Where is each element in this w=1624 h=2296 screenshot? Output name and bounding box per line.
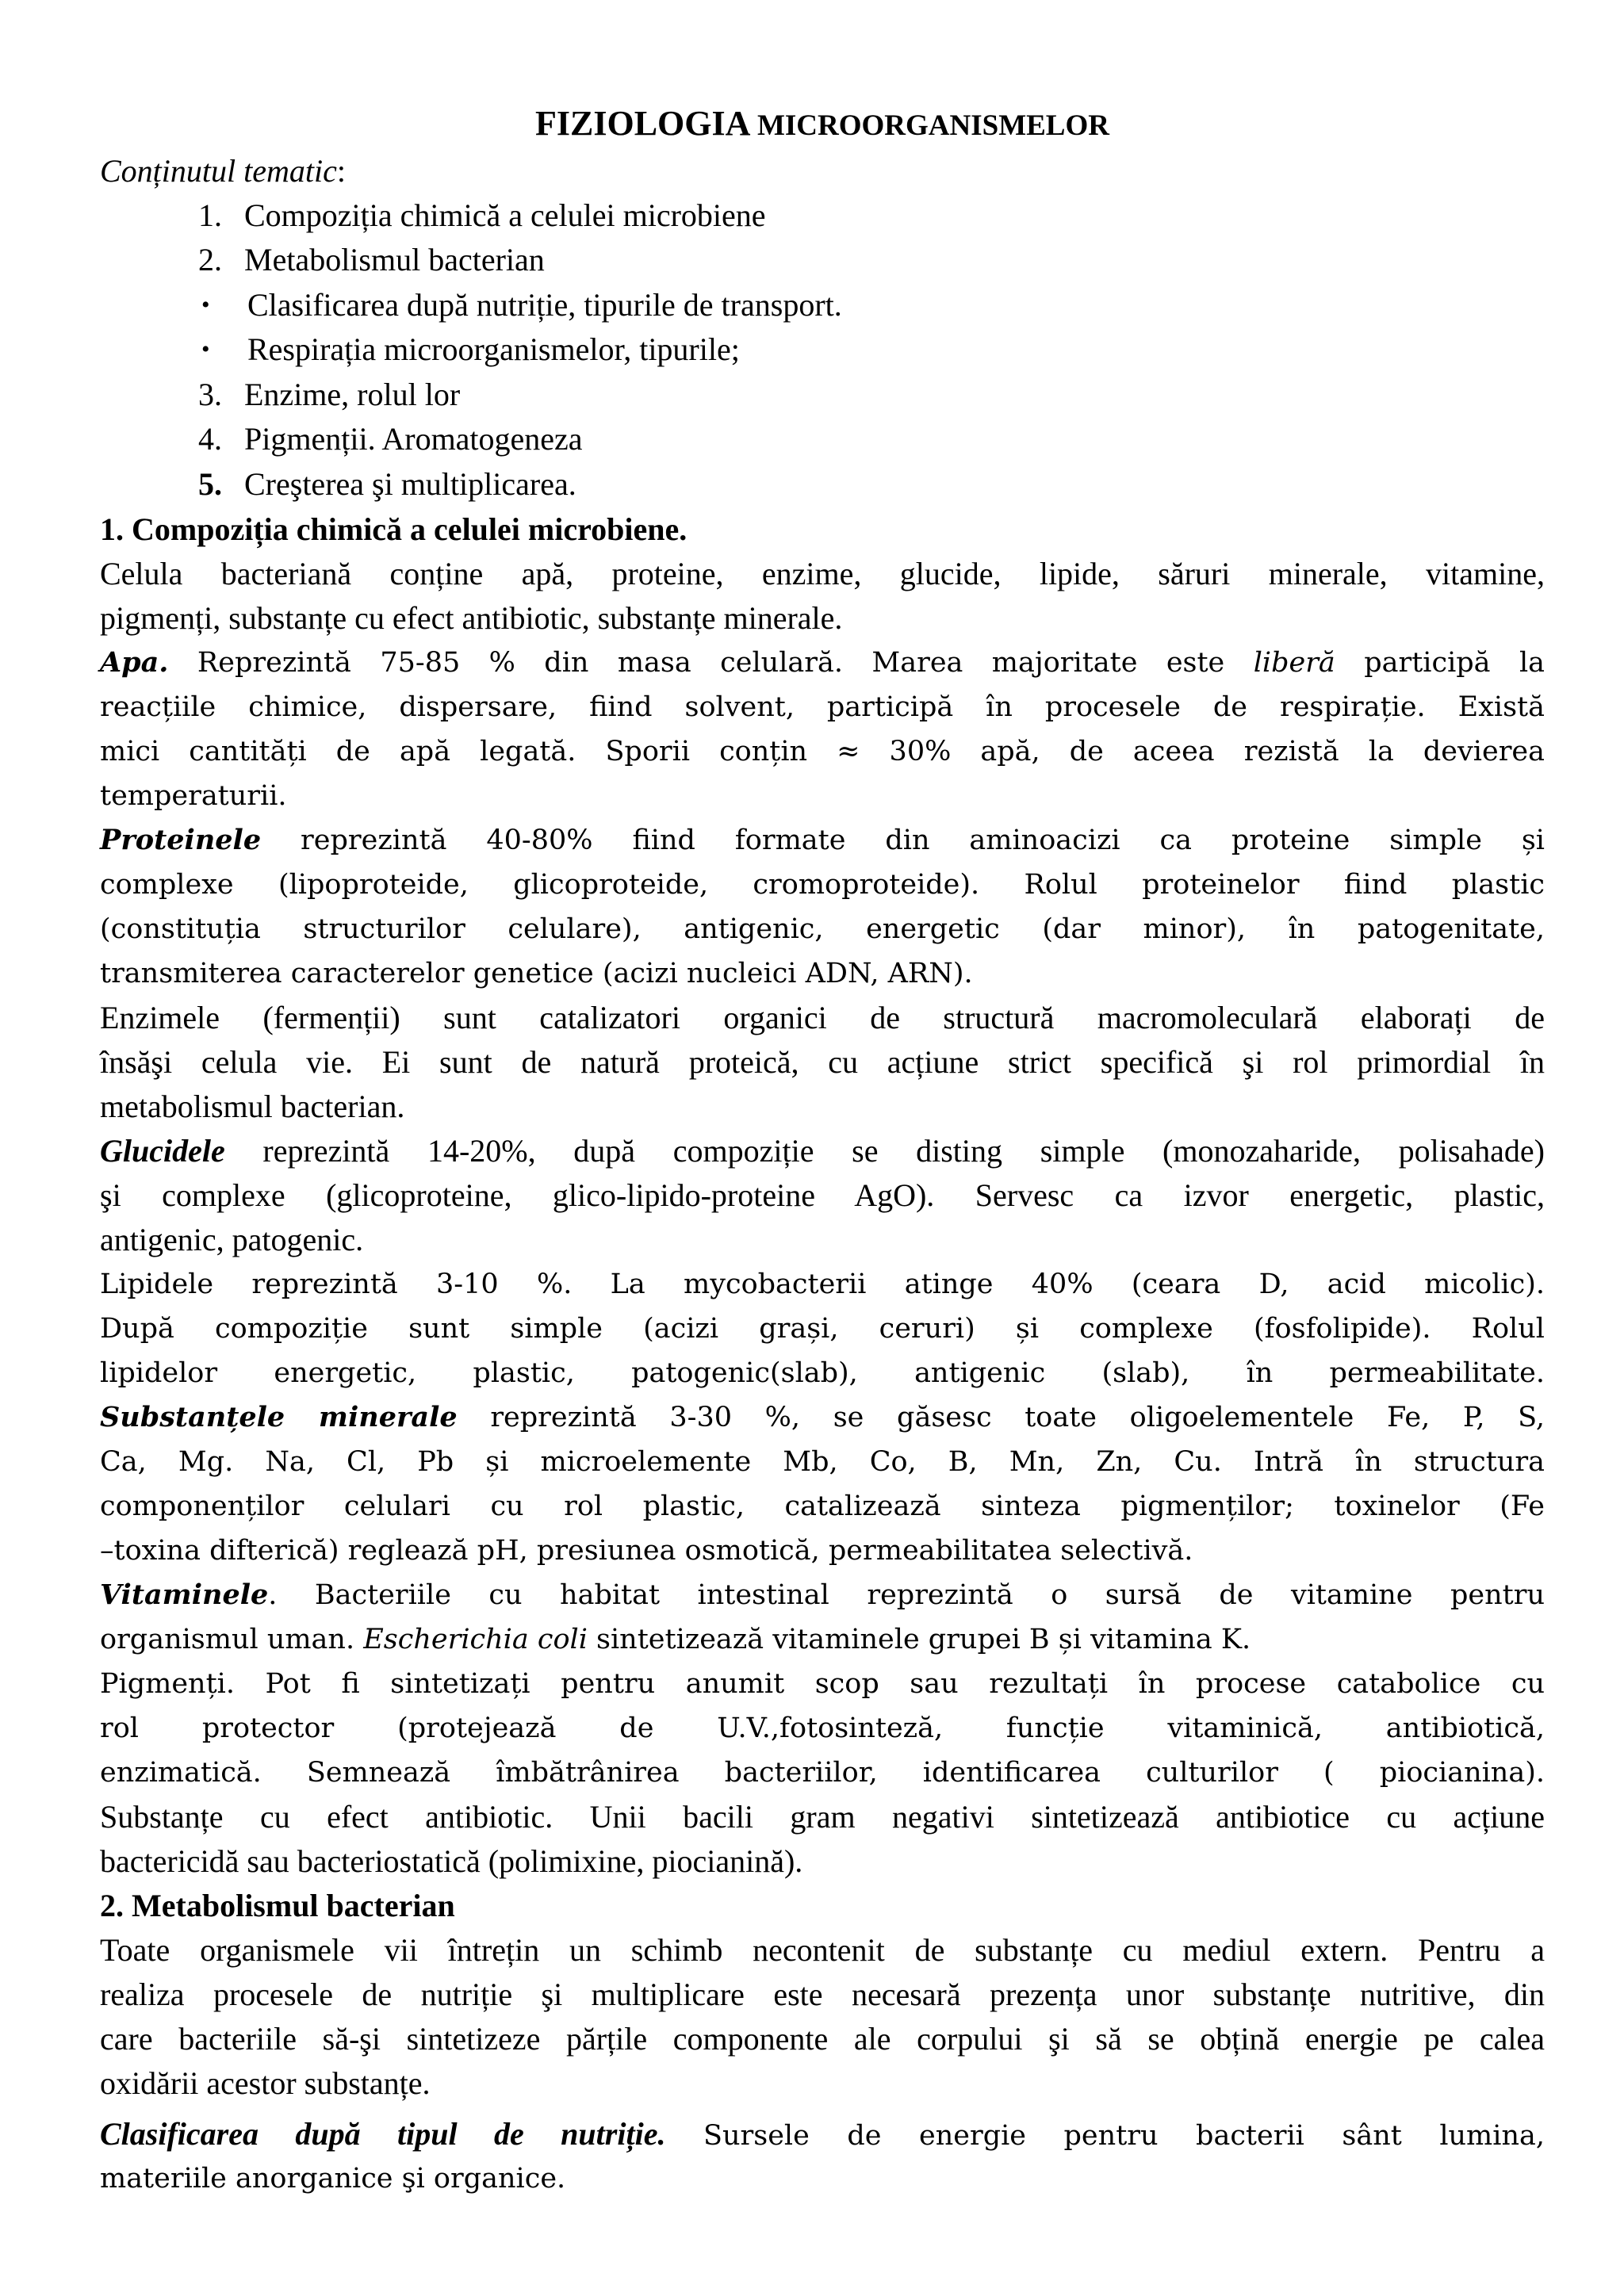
minerale-paragraph-line: –toxina difterică) reglează pH, presiunea osmotică, permeabilitatea selectivă. — [100, 1535, 1193, 1567]
enzime-paragraph-line: metabolismul bacterian. — [100, 1089, 405, 1124]
clasificare-paragraph-line: Clasificarea după tipul de nutriție. Sursele de energie pentru bacterii sânt lumina, — [100, 2116, 1545, 2152]
contents-bullet-2: • Respirația microorganismelor, tipurile; — [201, 327, 740, 372]
apa-term: Apa. — [100, 646, 169, 679]
glucide-paragraph-line: Glucidele reprezintă 14-20%, după compoziție se disting simple (monozaharide, polisahade) — [100, 1133, 1545, 1169]
minerale-paragraph-line: Substanțele minerale reprezintă 3-30 %, se găsesc toate oligoelementele Fe, P, S, — [100, 1401, 1545, 1433]
title-main: FIZIOLOGIA — [535, 104, 749, 143]
clasificare-term: Clasificarea după tipul de nutriție. — [100, 2116, 666, 2152]
vitamine-paragraph-line: Vitaminele. Bacteriile cu habitat intestinal reprezintă o sursă de vitamine pentru — [100, 1578, 1545, 1611]
glucide-paragraph-line: şi complexe (glicoproteine, glico-lipido-proteine AgO). Servesc ca izvor energetic, plastic, — [100, 1177, 1545, 1213]
antibiotic-paragraph-line: Substanțe cu efect antibiotic. Unii bacili gram negativi sintetizează antibiotice cu acțiune — [100, 1799, 1545, 1835]
apa-paragraph-line: Apa. Reprezintă 75-85 % din masa celulară. Marea majoritate este liberă participă la — [100, 646, 1545, 679]
contents-item-1: 1. Compoziția chimică a celulei microbiene — [198, 197, 766, 233]
vitamine-paragraph-line: organismul uman. Escherichia coli sintetizează vitaminele grupei B și vitamina K. — [100, 1624, 1251, 1655]
section2-paragraph-line: oxidării acestor substanțe. — [100, 2065, 431, 2101]
lipide-paragraph-line: Lipidele reprezintă 3-10 %. La mycobacterii atinge 40% (ceara D, acid micolic). — [100, 1269, 1545, 1300]
antibiotic-paragraph-line: bactericidă sau bacteriostatică (polimixine, piocianină). — [100, 1843, 803, 1879]
enzime-paragraph-line: însăşi celula vie. Ei sunt de natură proteică, cu acțiune strict specifică şi rol primordial în — [100, 1044, 1545, 1080]
lipide-paragraph-line: După compoziție sunt simple (acizi grași, ceruri) și complexe (fosfolipide). Rolul — [100, 1313, 1545, 1345]
apa-paragraph-line: temperaturii. — [100, 780, 287, 812]
contents-bullet-1: • Clasificarea după nutriție, tipurile de transport. — [201, 283, 842, 327]
contents-item-2: 2. Metabolismul bacterian — [198, 242, 545, 277]
bullet-icon: • — [201, 292, 210, 318]
apa-paragraph-line: reacțiile chimice, dispersare, fiind solvent, participă în procesele de respirație. Există — [100, 691, 1545, 723]
section1-intro-line: pigmenți, substanțe cu efect antibiotic, substanțe minerale. — [100, 600, 843, 636]
section1-heading: 1. Compoziția chimică a celulei microbiene. — [100, 511, 688, 547]
minerale-term: Substanțele minerale — [100, 1401, 458, 1433]
proteine-term: Proteinele — [100, 824, 262, 856]
lipide-paragraph-line: lipidelor energetic, plastic, patogenic(slab), antigenic (slab), în permeabilitate. — [100, 1357, 1545, 1389]
title-rest: MICROORGANISMELOR — [756, 109, 1109, 142]
section2-paragraph-line: realiza procesele de nutriție şi multiplicare este necesară prezența unor substanțe nutritive, din — [100, 1976, 1545, 2012]
section2-paragraph-line: Toate organismele vii întrețin un schimb necontenit de substanțe cu mediul extern. Pentru a — [100, 1932, 1545, 1968]
apa-paragraph-line: mici cantități de apă legată. Sporii conțin ≈ 30% apă, de aceea rezistă la devierea — [100, 736, 1545, 767]
vitamine-term: Vitaminele — [100, 1578, 269, 1611]
section2-heading: 2. Metabolismul bacterian — [100, 1888, 455, 1923]
section2-paragraph-line: care bacteriile să-şi sintetizeze părțile componente ale corpului şi să se obțină energie pe calea — [100, 2021, 1545, 2057]
contents-item-4: 4. Pigmenții. Aromatogeneza — [198, 421, 583, 457]
pigmenti-paragraph-line: Pigmenți. Pot fi sintetizați pentru anumit scop sau rezultați în procese catabolice cu — [100, 1668, 1545, 1700]
glucide-paragraph-line: antigenic, patogenic. — [100, 1222, 364, 1257]
minerale-paragraph-line: Ca, Mg. Na, Cl, Pb și microelemente Mb, Co, B, Mn, Zn, Cu. Intră în structura — [100, 1446, 1545, 1478]
contents-item-3: 3. Enzime, rolul lor — [198, 377, 461, 412]
contents-item-5: 5. Creşterea şi multiplicarea. — [198, 466, 576, 502]
glucide-term: Glucidele — [100, 1133, 225, 1169]
proteine-paragraph-line: complexe (lipoproteide, glicoproteide, cromoproteide). Rolul proteinelor fiind plastic — [100, 869, 1545, 901]
minerale-paragraph-line: componenților celulari cu rol plastic, catalizează sinteza pigmenților; toxinelor (Fe — [100, 1490, 1545, 1522]
proteine-paragraph-line: Proteinele reprezintă 40-80% fiind formate din aminoacizi ca proteine simple și — [100, 824, 1545, 856]
clasificare-paragraph-line: materiile anorganice şi organice. — [100, 2163, 566, 2195]
proteine-paragraph-line: transmiterea caracterelor genetice (acizi nucleici ADN, ARN). — [100, 958, 973, 989]
proteine-paragraph-line: (constituția structurilor celulare), antigenic, energetic (dar minor), în patogenitate, — [100, 913, 1545, 945]
bullet-icon: • — [201, 336, 210, 362]
enzime-paragraph-line: Enzimele (fermenții) sunt catalizatori organici de structură macromoleculară elaborați de — [100, 1000, 1545, 1035]
contents-label: Conținutul tematic: — [100, 153, 346, 189]
pigmenti-paragraph-line: rol protector (protejează de U.V.,fotosinteză, funcție vitaminică, antibiotică, — [100, 1712, 1545, 1744]
page-title — [100, 100, 1545, 150]
section1-intro-line: Celula bacteriană conține apă, proteine, enzime, glucide, lipide, săruri minerale, vitamine, — [100, 556, 1545, 591]
pigmenti-paragraph-line: enzimatică. Semnează îmbătrânirea bacteriilor, identificarea culturilor ( piocianina). — [100, 1757, 1545, 1789]
